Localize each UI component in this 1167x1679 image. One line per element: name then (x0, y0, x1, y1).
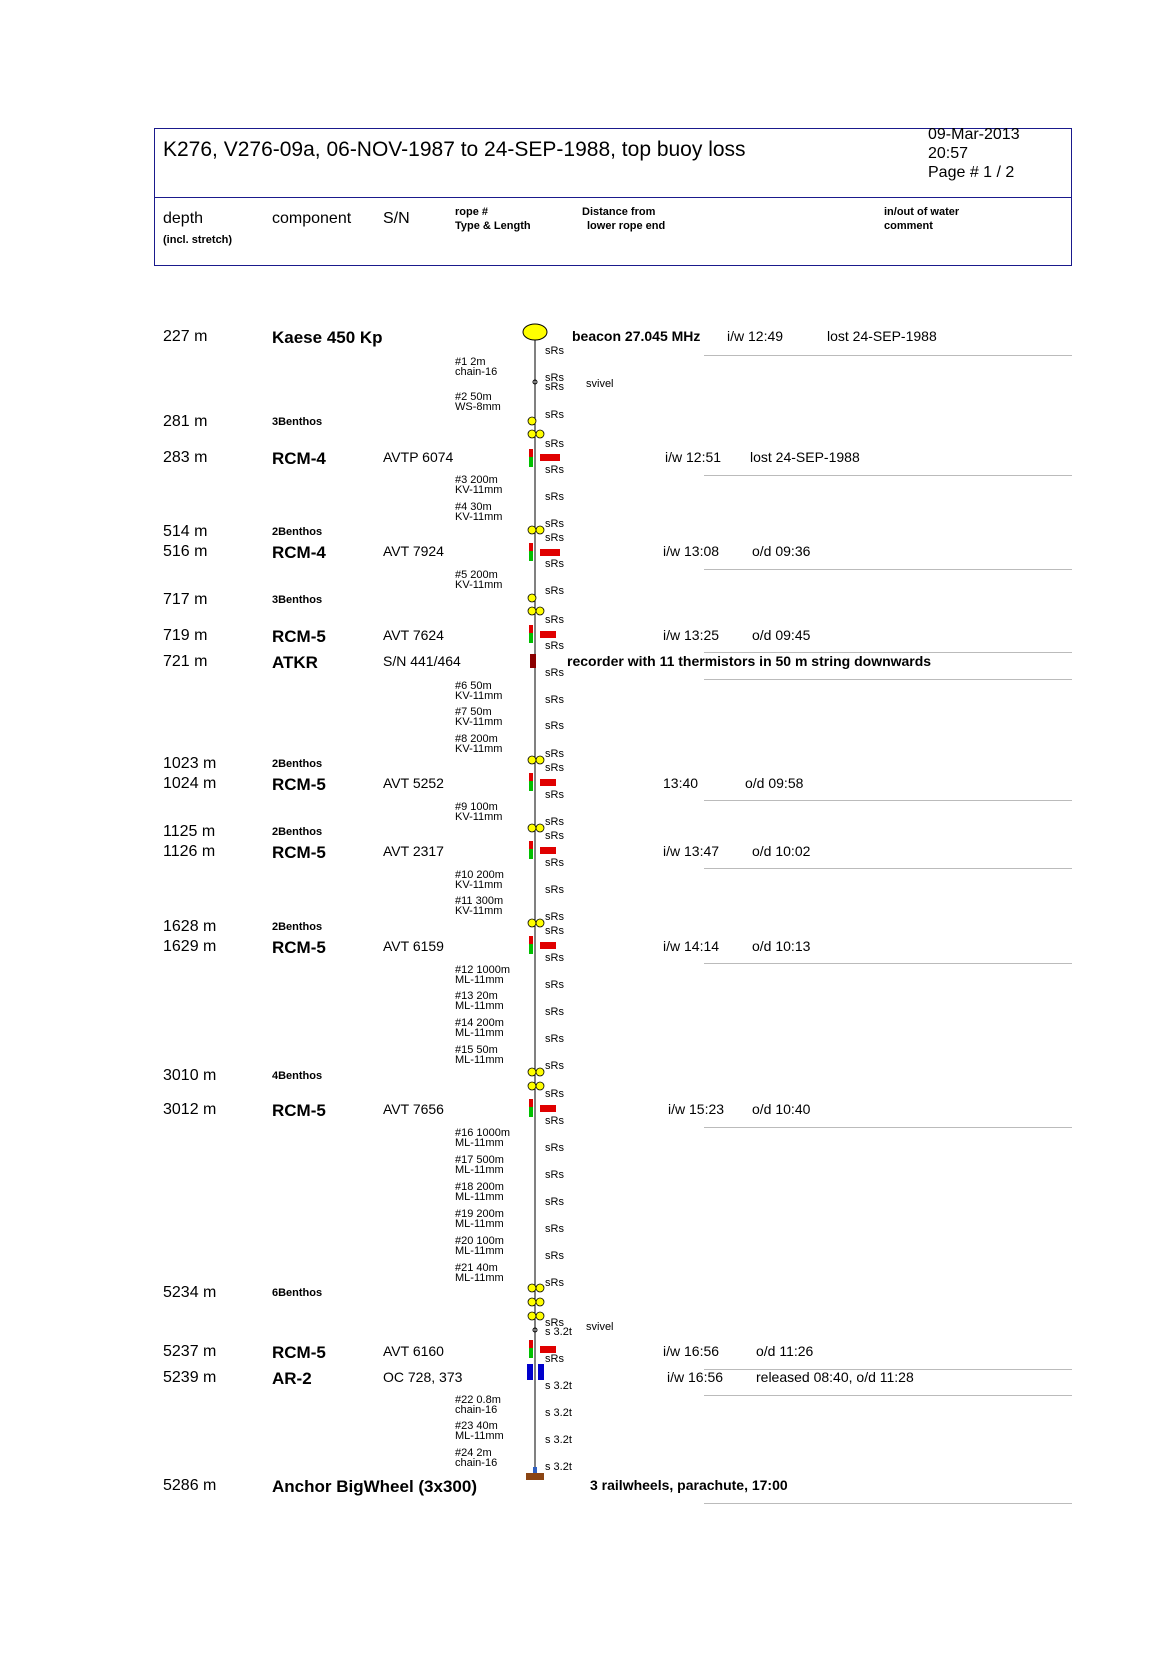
depth-value: 1125 m (163, 823, 216, 840)
rope-label: #9 100m KV-11mm (455, 801, 503, 823)
srs-label: sRs (545, 979, 564, 991)
serial-number: S/N 441/464 (383, 653, 461, 669)
srs-label: sRs (545, 857, 564, 869)
component-name: 2Benthos (272, 758, 323, 770)
row-rule (704, 569, 1072, 570)
rope-label: #16 1000m ML-11mm (455, 1127, 511, 1149)
shackle-label: s 3.2t (545, 1326, 572, 1338)
serial-number: AVT 5252 (383, 775, 444, 791)
depth-value: 1126 m (163, 843, 216, 860)
rope-label: #4 30m KV-11mm (455, 501, 503, 523)
row-rule (704, 475, 1072, 476)
component-name: 3Benthos (272, 594, 323, 606)
col-distance-1: Distance from (582, 206, 656, 218)
col-distance-2: lower rope end (587, 220, 666, 232)
col-rope-2: Type & Length (455, 220, 531, 232)
in-water-time: i/w 16:56 (667, 1369, 724, 1385)
component-name: 2Benthos (272, 921, 323, 933)
srs-label: sRs (545, 640, 564, 652)
rope-label: #24 2m chain-16 (455, 1447, 498, 1469)
col-inout-1: in/out of water (884, 206, 960, 218)
srs-label: sRs (545, 1277, 564, 1289)
rope-label: #15 50m ML-11mm (455, 1044, 504, 1066)
depth-value: 227 m (163, 328, 208, 345)
rope-label: #11 300m KV-11mm (455, 895, 504, 917)
anchor-icon (526, 1473, 544, 1480)
depth-value: 717 m (163, 591, 208, 608)
depth-value: 516 m (163, 543, 208, 560)
component-name: RCM-4 (272, 543, 326, 562)
component-name: RCM-5 (272, 775, 326, 794)
rope-label: #12 1000m ML-11mm (455, 964, 511, 986)
depth-value: 281 m (163, 413, 208, 430)
col-rope-1: rope # (455, 206, 489, 218)
serial-number: AVT 7924 (383, 543, 444, 559)
depth-value: 5234 m (163, 1284, 217, 1301)
srs-label: sRs (545, 1088, 564, 1100)
srs-label: sRs (545, 438, 564, 450)
depth-value: 1629 m (163, 938, 217, 955)
rope-label: #21 40m ML-11mm (455, 1262, 504, 1284)
status: lost 24-SEP-1988 (750, 449, 860, 465)
shackle-label: s 3.2t (545, 1461, 572, 1473)
serial-number: AVT 7624 (383, 627, 444, 643)
anchor-link-icon (533, 1467, 537, 1473)
srs-label: sRs (545, 1033, 564, 1045)
rope-label: #13 20m ML-11mm (455, 990, 504, 1012)
component-name: RCM-4 (272, 449, 326, 468)
print-time: 20:57 (928, 145, 969, 162)
rope-label: #23 40m ML-11mm (455, 1420, 504, 1442)
rope-label: #8 200m KV-11mm (455, 733, 503, 755)
component-name: 6Benthos (272, 1287, 323, 1299)
srs-label: sRs (545, 911, 564, 923)
srs-label: sRs (545, 667, 564, 679)
status: o/d 10:13 (752, 938, 811, 954)
serial-number: AVT 7656 (383, 1101, 444, 1117)
serial-number: AVT 6159 (383, 938, 444, 954)
status: o/d 09:45 (752, 627, 811, 643)
depth-value: 283 m (163, 449, 208, 466)
status: lost 24-SEP-1988 (827, 328, 937, 344)
in-water-time: i/w 12:51 (665, 449, 722, 465)
col-depth: depth (163, 210, 204, 227)
component-name: RCM-5 (272, 938, 326, 957)
depth-value: 3012 m (163, 1101, 217, 1118)
status: o/d 10:02 (752, 843, 811, 859)
srs-label: sRs (545, 518, 564, 530)
comment: recorder with 11 thermistors in 50 m string downwards (567, 653, 932, 669)
srs-label: sRs (545, 1317, 564, 1329)
srs-label: sRs (545, 720, 564, 732)
depth-value: 5237 m (163, 1343, 217, 1360)
srs-label: sRs (545, 345, 564, 357)
srs-label: sRs (545, 816, 564, 828)
srs-label: sRs (545, 952, 564, 964)
status: o/d 11:26 (756, 1343, 814, 1359)
srs-label: sRs (545, 491, 564, 503)
comment: beacon 27.045 MHz (572, 328, 701, 344)
rope-label: #3 200m KV-11mm (455, 474, 503, 496)
depth-value: 1628 m (163, 918, 217, 935)
depth-value: 721 m (163, 653, 208, 670)
col-inout-2: comment (884, 220, 933, 232)
srs-label: sRs (545, 614, 564, 626)
component-name: AR-2 (272, 1369, 312, 1388)
serial-number: AVTP 6074 (383, 449, 454, 465)
atkr-recorder-icon (530, 654, 536, 668)
depth-value: 5286 m (163, 1477, 217, 1494)
srs-label: sRs (545, 409, 564, 421)
swivel-label: svivel (586, 378, 614, 390)
rope-label: #19 200m ML-11mm (455, 1208, 504, 1230)
component-name: Anchor BigWheel (3x300) (272, 1477, 477, 1496)
depth-value: 1024 m (163, 775, 217, 792)
depth-value: 1023 m (163, 755, 217, 772)
srs-label: sRs (545, 1115, 564, 1127)
in-water-time: i/w 13:25 (663, 627, 720, 643)
status: o/d 09:58 (745, 775, 804, 791)
component-name: RCM-5 (272, 1343, 326, 1362)
component-name: RCM-5 (272, 1101, 326, 1120)
in-water-time: i/w 13:08 (663, 543, 720, 559)
rope-label: #20 100m ML-11mm (455, 1235, 504, 1257)
srs-label: sRs (545, 1353, 564, 1365)
srs-label: sRs (545, 830, 564, 842)
component-name: RCM-5 (272, 627, 326, 646)
component-name: 2Benthos (272, 826, 323, 838)
component-name: RCM-5 (272, 843, 326, 862)
component-name: 4Benthos (272, 1070, 323, 1082)
srs-label: sRs (545, 884, 564, 896)
rope-label: #18 200m ML-11mm (455, 1181, 504, 1203)
serial-number: AVT 2317 (383, 843, 444, 859)
srs-label: sRs (545, 1250, 564, 1262)
page-number: Page # 1 / 2 (928, 164, 1015, 181)
srs-label: sRs (545, 1196, 564, 1208)
srs-label: sRs (545, 789, 564, 801)
srs-label: sRs (545, 585, 564, 597)
srs-label: sRs (545, 464, 564, 476)
in-water-time: i/w 15:23 (668, 1101, 725, 1117)
depth-value: 5239 m (163, 1369, 217, 1386)
comment: 3 railwheels, parachute, 17:00 (590, 1477, 788, 1493)
component-name: ATKR (272, 653, 318, 672)
depth-value: 719 m (163, 627, 208, 644)
top-buoy-icon (523, 324, 547, 340)
srs-label: sRs (545, 762, 564, 774)
rope-label: #5 200m KV-11mm (455, 569, 503, 591)
component-name: Kaese 450 Kp (272, 328, 383, 347)
srs-label: sRs (545, 1142, 564, 1154)
page-title: K276, V276-09a, 06-NOV-1987 to 24-SEP-1988, top buoy loss (163, 138, 746, 161)
depth-value: 514 m (163, 523, 208, 540)
rope-label: #1 2m chain-16 (455, 356, 498, 378)
rope-label: #10 200m KV-11mm (455, 869, 504, 891)
row-rule (704, 800, 1072, 801)
status: released 08:40, o/d 11:28 (756, 1369, 914, 1385)
rope-label: #17 500m ML-11mm (455, 1154, 504, 1176)
col-component: component (272, 210, 352, 227)
in-water-time: i/w 14:14 (663, 938, 720, 954)
srs-label: sRs (545, 748, 564, 760)
srs-label: sRs (545, 694, 564, 706)
row-rule (704, 963, 1072, 964)
serial-number: AVT 6160 (383, 1343, 444, 1359)
status: o/d 09:36 (752, 543, 811, 559)
component-name: 3Benthos (272, 416, 323, 428)
srs-label: sRs (545, 1006, 564, 1018)
shackle-label: s 3.2t (545, 1380, 572, 1392)
srs-label: sRs (545, 1223, 564, 1235)
in-water-time: 13:40 (663, 775, 699, 791)
component-name: 2Benthos (272, 526, 323, 538)
srs-label: sRs (545, 372, 564, 384)
row-rule (704, 355, 1072, 356)
serial-number: OC 728, 373 (383, 1369, 463, 1385)
in-water-time: i/w 12:49 (727, 328, 784, 344)
swivel-label: svivel (586, 1321, 614, 1333)
srs-label: sRs (545, 1169, 564, 1181)
col-depth-sub: (incl. stretch) (163, 234, 233, 246)
in-water-time: i/w 16:56 (663, 1343, 720, 1359)
print-date: 09-Mar-2013 (928, 126, 1020, 143)
srs-label: sRs (545, 558, 564, 570)
rope-label: #14 200m ML-11mm (455, 1017, 504, 1039)
srs-label: sRs (545, 532, 564, 544)
rope-label: #22 0.8m chain-16 (455, 1394, 501, 1416)
row-rule (704, 868, 1072, 869)
srs-label: sRs (545, 925, 564, 937)
depth-value: 3010 m (163, 1067, 217, 1084)
rope-label: #7 50m KV-11mm (455, 706, 503, 728)
shackle-label: s 3.2t (545, 1407, 572, 1419)
col-sn: S/N (383, 210, 410, 227)
row-rule (704, 1395, 1072, 1396)
in-water-time: i/w 13:47 (663, 843, 720, 859)
rope-label: #6 50m KV-11mm (455, 680, 503, 702)
shackle-label: s 3.2t (545, 1434, 572, 1446)
status: o/d 10:40 (752, 1101, 811, 1117)
srs-label: sRs (545, 1060, 564, 1072)
row-rule (704, 1503, 1072, 1504)
row-rule (704, 1127, 1072, 1128)
srs-label: sRs (545, 381, 564, 393)
rope-label: #2 50m WS-8mm (455, 391, 501, 413)
row-rule (704, 679, 1072, 680)
